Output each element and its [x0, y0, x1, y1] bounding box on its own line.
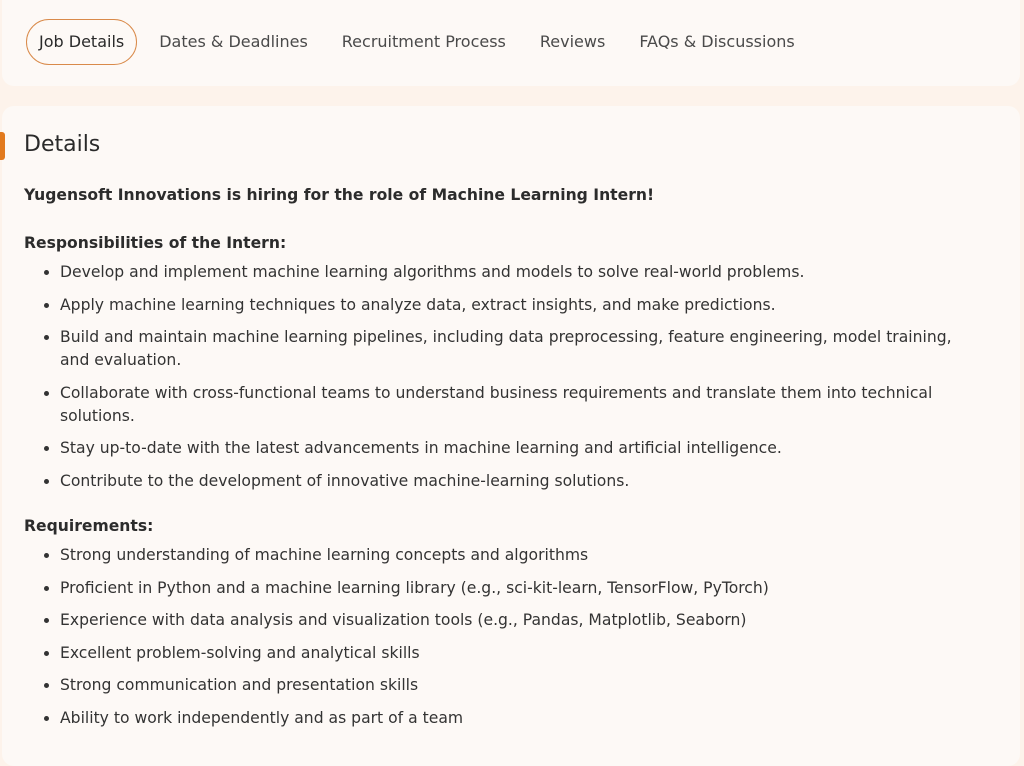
list-item: • Excellent problem-solving and analytical skills: [60, 642, 984, 665]
list-item: • Strong communication and presentation skills: [60, 674, 984, 697]
list-item: • Strong understanding of machine learning concepts and algorithms: [60, 544, 984, 567]
list-item: • Stay up-to-date with the latest advancements in machine learning and artificial intelligence.: [60, 437, 984, 460]
responsibilities-list: [24, 261, 984, 493]
tab-bar: [26, 19, 812, 65]
details-content: [24, 184, 984, 740]
requirements-list: [24, 544, 984, 730]
list-item: • Contribute to the development of innovative machine-learning solutions.: [60, 470, 984, 493]
tab-job-details[interactable]: Job Details: [26, 19, 137, 65]
section-accent-bar: [0, 132, 5, 160]
intro-text: Yugensoft Innovations is hiring for the role of Machine Learning Intern!: [24, 186, 655, 204]
list-item: • Collaborate with cross-functional teams to understand business requirements and translate them into technical solutions.: [60, 382, 984, 428]
tab-faqs-discussions[interactable]: FAQs & Discussions: [639, 32, 795, 51]
tab-reviews[interactable]: Reviews: [539, 32, 606, 51]
list-item: • Develop and implement machine learning algorithms and models to solve real-world problems.: [60, 261, 984, 284]
list-item: • Ability to work independently and as part of a team: [60, 707, 984, 730]
list-item: • Build and maintain machine learning pipelines, including data preprocessing, feature engineering, model training, and evaluation.: [60, 326, 984, 372]
list-item: • Proficient in Python and a machine learning library (e.g., sci-kit-learn, TensorFlow, PyTorch): [60, 577, 984, 600]
list-item: • Experience with data analysis and visualization tools (e.g., Pandas, Matplotlib, Seaborn): [60, 609, 984, 632]
tab-dates-deadlines[interactable]: Dates & Deadlines: [159, 32, 308, 51]
responsibilities-heading: Responsibilities of the Intern:: [24, 234, 287, 252]
tab-recruitment-process[interactable]: Recruitment Process: [341, 32, 506, 51]
requirements-heading: Requirements:: [24, 516, 154, 535]
list-item: • Apply machine learning techniques to analyze data, extract insights, and make predictions.: [60, 294, 984, 317]
tabs-card: [2, 0, 1020, 86]
section-title: Details: [24, 132, 101, 157]
